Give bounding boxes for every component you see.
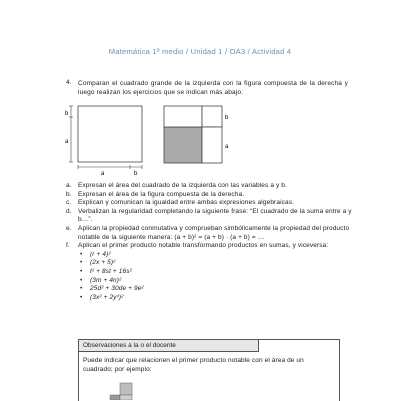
left-square (78, 106, 142, 162)
right-side-rect (202, 127, 222, 163)
problem-number: 4. (66, 79, 72, 86)
right-label-b: b (225, 115, 229, 121)
page-header: Matemática 1º medio / Unidad 1 / OA3 / Actividad 4 (108, 47, 292, 56)
left-label-b: b (65, 111, 69, 117)
left-label-a: a (65, 139, 69, 145)
list-item: b. Expresan el área de la figura compuesta de la derecha. (66, 190, 245, 198)
list-item: f. Aplican el primer producto notable transformando productos en sumas, y viceversa: (66, 242, 329, 250)
sub-exercise: • t² + 8st + 16s² (80, 267, 132, 275)
right-top-rect (164, 106, 202, 127)
sub-exercise: • (2x + 5)² (80, 259, 116, 267)
bottom-label-b: b (134, 171, 138, 177)
list-item: e. Aplican la propiedad conmutativa y comprueban simbólicamente la propiedad del producto notable de la siguiente manera: (a + b)² = (a + b) · (a + b) = … (66, 224, 350, 241)
exercise-list (66, 182, 356, 302)
right-label-a: a (225, 144, 229, 150)
list-item: d. Verbalizan la regularidad completando la siguiente frase: “El cuadrado de la suma entre a y b…”. (66, 207, 352, 224)
right-big-square (164, 127, 202, 163)
bottom-label-a: a (101, 171, 105, 177)
sub-exercise: • 25d² + 30de + 9e² (80, 285, 144, 293)
problem-intro: Comparan el cuadrado grande de la izquierda con la figura compuesta de la derecha y luego realizan los ejercicios que se indican más abajo: (78, 80, 348, 96)
example-figure (108, 381, 138, 400)
sub-exercise: • (r + 4)² (80, 250, 111, 258)
right-small-square (202, 106, 222, 127)
square-figures (62, 103, 242, 183)
list-item: a. Expresan el área del cuadrado de la izquierda con las variables a y b. (66, 182, 287, 189)
sub-exercise: • (3m + 4n)² (80, 276, 122, 284)
teacher-notes-text: Puede indicar que relacionen el primer producto notable con el área de un cuadrado; por ejemplo: (83, 357, 304, 373)
teacher-notes-title: Observaciones a la o el docente (79, 340, 259, 352)
list-item: c. Explican y comunican la igualdad entre ambas expresiones algebraicas. (66, 199, 295, 207)
sub-exercise: • (3x² + 2y³)² (80, 293, 124, 301)
